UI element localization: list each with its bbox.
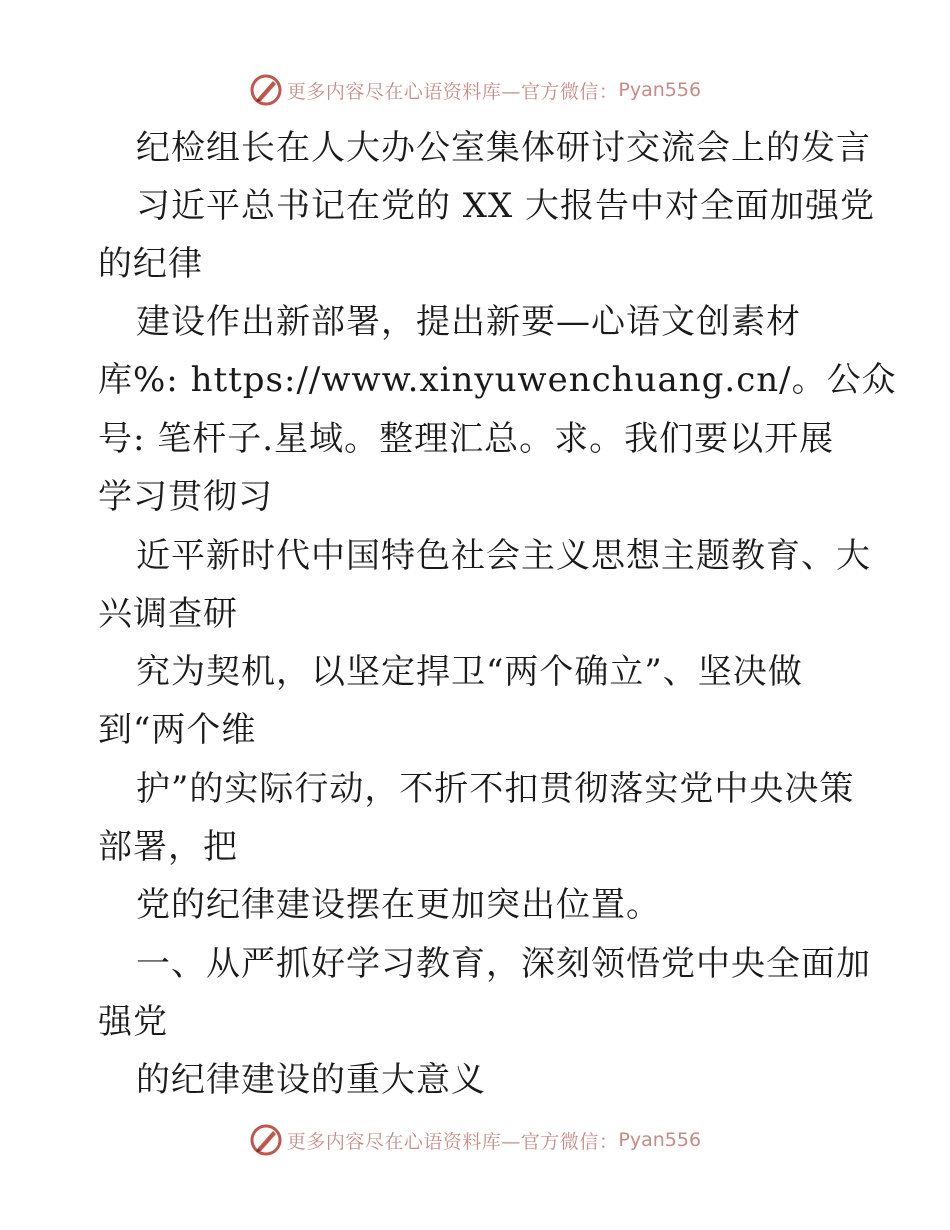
- section-heading: 一、从严抓好学习教育，深刻领悟党中央全面加: [136, 944, 871, 984]
- section-heading: 强党: [98, 1002, 168, 1042]
- paragraph-line: 兴调查研: [98, 594, 238, 634]
- paragraph-line: 到“两个维: [98, 710, 257, 750]
- pen-logo-icon: [249, 73, 283, 107]
- paragraph-line: 号: 笔杆子.星域。整理汇总。求。我们要以开展: [98, 419, 835, 459]
- banner-text: 更多内容尽在心语资料库—官方微信：: [286, 1130, 619, 1153]
- paragraph-line: 究为契机，以坚定捍卫“两个确立”、坚决做: [136, 652, 803, 692]
- pen-logo-icon: [249, 1123, 283, 1157]
- paragraph-line: 的纪律: [98, 244, 203, 284]
- paragraph-line: 学习贯彻习: [98, 477, 273, 517]
- banner-text: 更多内容尽在心语资料库—官方微信：: [286, 80, 619, 103]
- paragraph-line: 习近平总书记在党的 XX 大报告中对全面加强党: [136, 186, 876, 226]
- banner-wechat-id: Pyan556: [618, 79, 702, 101]
- document-title: 纪检组长在人大办公室集体研讨交流会上的发言: [136, 128, 871, 168]
- paragraph-line: 建设作出新部署，提出新要—心语文创素材: [136, 302, 801, 342]
- header-watermark-banner: [0, 70, 950, 110]
- paragraph-line: 近平新时代中国特色社会主义思想主题教育、大: [136, 536, 871, 576]
- section-heading: 的纪律建设的重大意义: [136, 1060, 486, 1100]
- footer-watermark-banner: [0, 1120, 950, 1160]
- paragraph-line: 护”的实际行动，不折不扣贯彻落实党中央决策: [136, 769, 855, 809]
- paragraph-line: 库%: https://www.xinyuwenchuang.cn/。公众: [98, 360, 897, 400]
- banner-wechat-id: Pyan556: [618, 1129, 702, 1151]
- paragraph-line: 部署，把: [98, 827, 238, 867]
- paragraph-line: 党的纪律建设摆在更加突出位置。: [136, 885, 661, 925]
